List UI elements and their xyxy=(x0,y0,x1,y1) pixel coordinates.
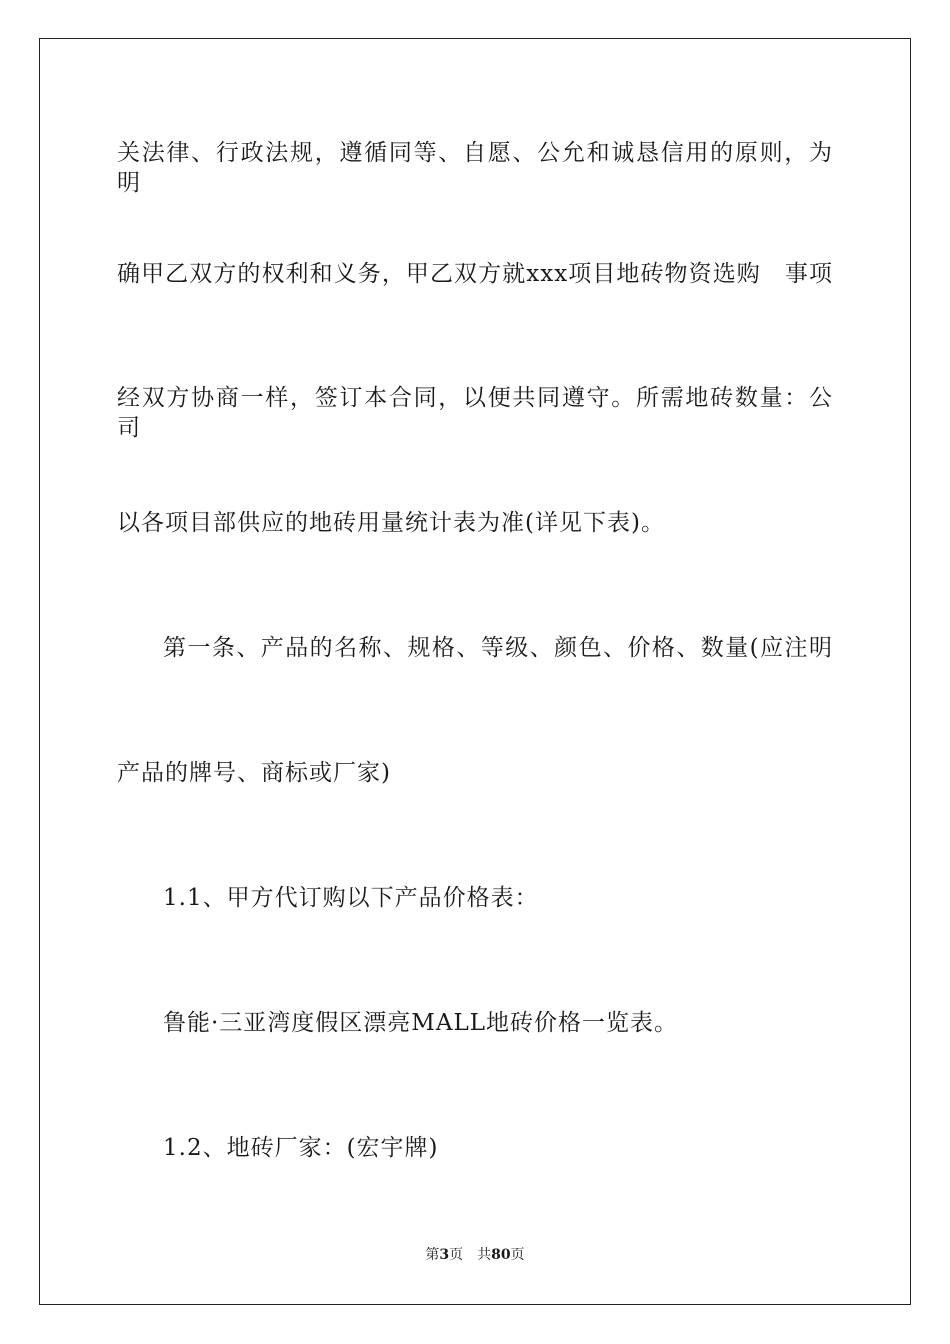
page-border xyxy=(39,38,911,1305)
body-text-line-1: 关法律、行政法规，遵循同等、自愿、公允和诚恳信用的原则，为明 xyxy=(117,140,833,196)
page-footer xyxy=(0,1246,950,1264)
section-1-1: 1.1、甲方代订购以下产品价格表： xyxy=(163,885,539,911)
footer-total-suffix: 页 xyxy=(510,1247,525,1263)
section-1-2: 1.2、地砖厂家：(宏宇牌) xyxy=(163,1135,439,1161)
footer-page-number: 3 xyxy=(439,1247,450,1263)
footer-page-suffix: 页 共 xyxy=(449,1247,492,1263)
footer-page-prefix: 第 xyxy=(425,1247,440,1263)
body-text-line-2: 确甲乙双方的权利和义务，甲乙双方就xxx项目地砖物资选购 事项 xyxy=(117,261,833,287)
footer-total-pages: 80 xyxy=(491,1247,511,1263)
price-table-title: 鲁能·三亚湾度假区漂亮MALL地砖价格一览表。 xyxy=(163,1010,679,1036)
body-text-line-3: 经双方协商一样，签订本合同，以便共同遵守。所需地砖数量：公司 xyxy=(117,385,833,441)
article-one-continuation: 产品的牌号、商标或厂家) xyxy=(117,760,391,786)
body-text-line-4: 以各项目部供应的地砖用量统计表为准(详见下表)。 xyxy=(117,510,665,536)
article-one-heading: 第一条、产品的名称、规格、等级、颜色、价格、数量(应注明 xyxy=(163,635,833,661)
